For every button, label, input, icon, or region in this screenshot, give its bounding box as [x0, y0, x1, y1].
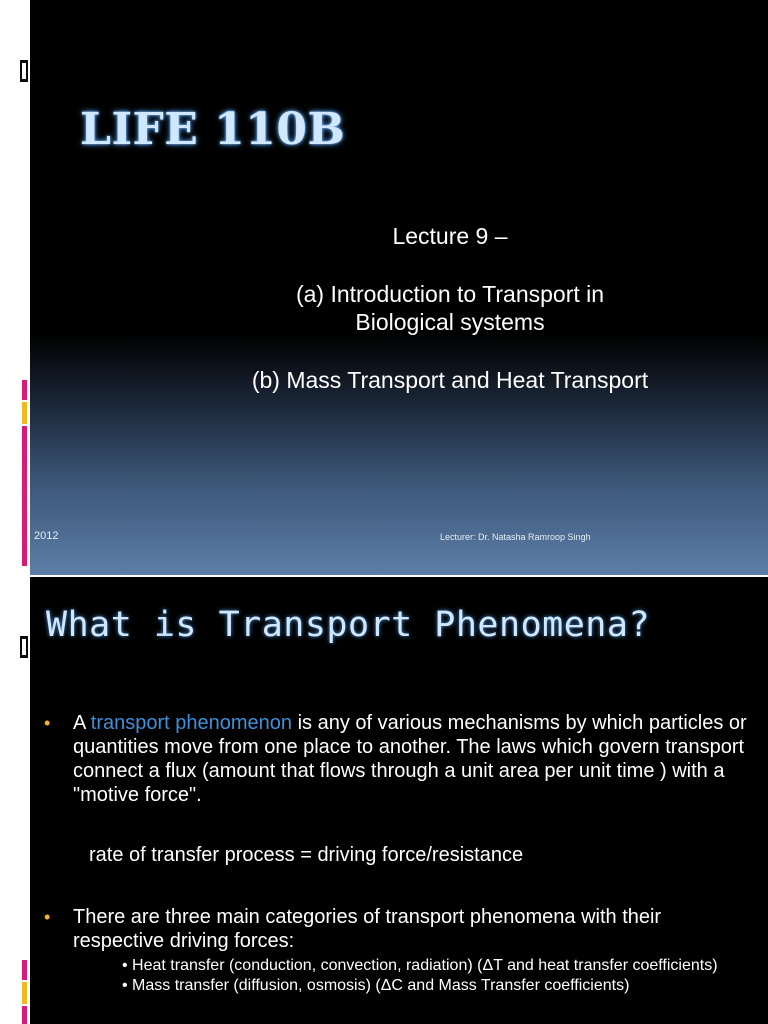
footer-year: 2012 [34, 530, 59, 542]
slide-body [44, 711, 754, 995]
bullet-icon: • [44, 907, 51, 927]
slide-title: What is Transport Phenomena? [46, 605, 651, 645]
lecture-number: Lecture 9 – [392, 223, 508, 249]
edge-color-strip [22, 380, 27, 400]
bullet-text [73, 711, 754, 807]
part-a-line2: Biological systems [355, 309, 545, 335]
formula: rate of transfer process = driving force/resistance [89, 844, 524, 866]
lecture-part-a [150, 280, 750, 336]
edge-marker [20, 636, 28, 658]
part-a-line1: (a) Introduction to Transport in [295, 281, 605, 307]
lecture-part-b: (b) Mass Transport and Heat Transport [251, 367, 649, 393]
course-title: LIFE 110B [80, 104, 346, 155]
title-slide [30, 0, 768, 575]
edge-color-strip [22, 982, 27, 1004]
bullet-item [44, 711, 754, 807]
content-slide [30, 577, 768, 1024]
bullet-icon: • [44, 713, 51, 733]
footer-lecturer: Lecturer: Dr. Natasha Ramroop Singh [440, 532, 591, 542]
transport-phenomenon-link[interactable]: transport phenomenon [90, 712, 293, 734]
bullet2-text: There are three main categories of transport phenomena with their respective driving forces: [73, 906, 662, 952]
bullet1-rest: is any of various mechanisms by which particles or quantities move from one place to another. The laws which govern transport connect a flux (amount that flows through a unit area per unit time ) with a "motive force". [73, 712, 747, 806]
edge-color-strip [22, 402, 27, 424]
edge-color-strip [22, 426, 27, 566]
edge-color-strip [22, 960, 27, 980]
sub-bullet-mass: • Mass transfer (diffusion, osmosis) (ΔC and Mass Transfer coefficients) [122, 977, 630, 994]
edge-color-strip [22, 1006, 27, 1024]
edge-marker [20, 60, 28, 82]
sub-bullet-heat: • Heat transfer (conduction, convection, radiation) (ΔT and heat transfer coefficients) [122, 957, 718, 974]
bullet-item [44, 905, 754, 953]
bullet1-prefix: A [73, 712, 91, 734]
